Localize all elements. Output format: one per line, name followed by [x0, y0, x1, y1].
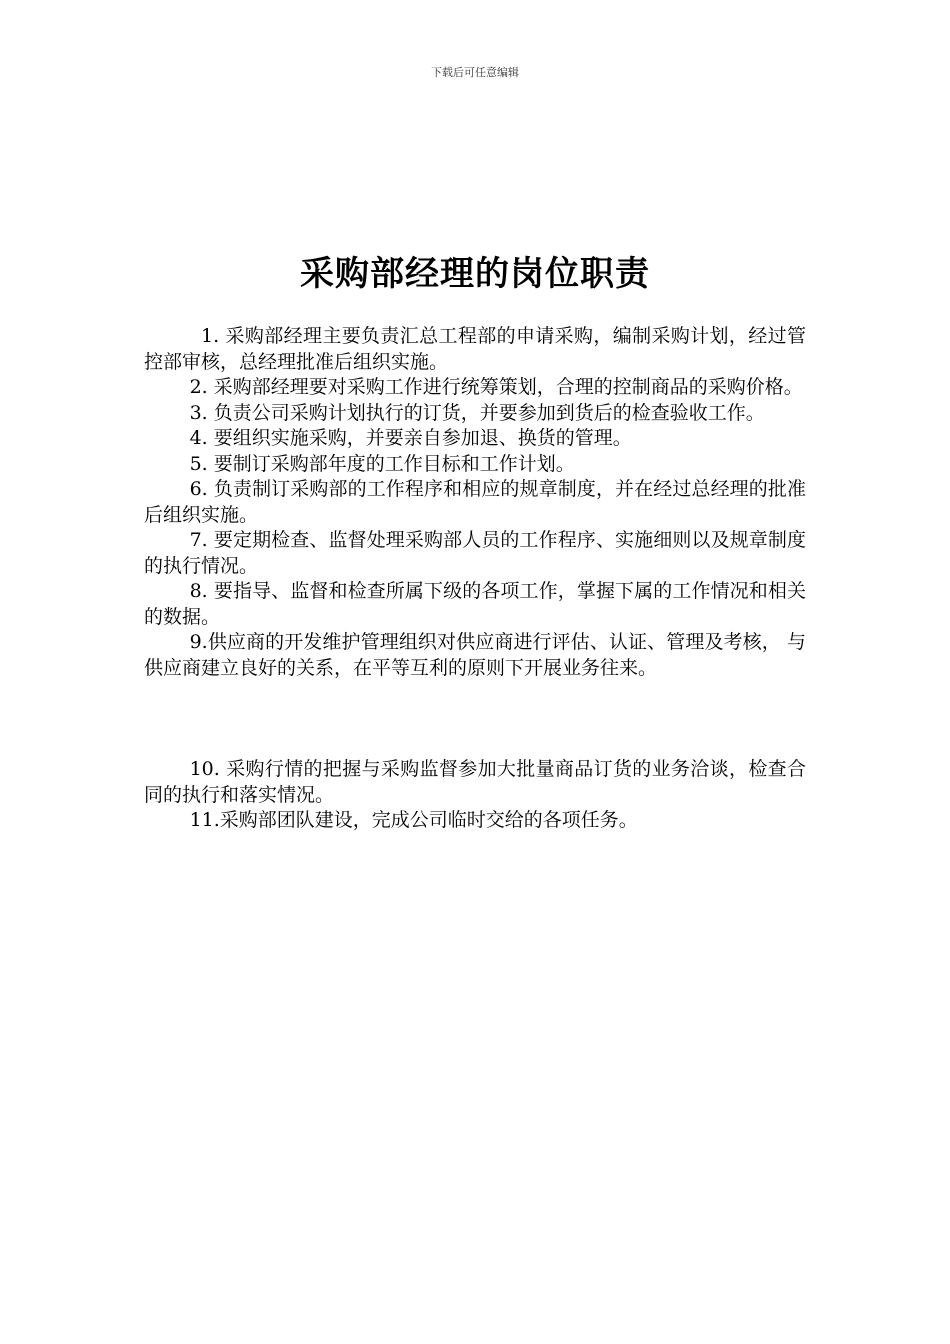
duty-item-7: 7. 要定期检查、监督处理采购部人员的工作程序、实施细则以及规章制度的执行情况。	[144, 529, 806, 577]
document-body	[144, 324, 806, 834]
duty-item-5: 5. 要制订采购部年度的工作目标和工作计划。	[189, 452, 575, 475]
duty-item-2: 2. 采购部经理要对采购工作进行统筹策划，合理的控制商品的采购价格。	[189, 376, 803, 398]
duty-item-10: 10. 采购行情的把握与采购监督参加大批量商品订货的业务洽谈，检查合同的执行和落实情况。	[144, 758, 806, 806]
duty-item-1: 1. 采购部经理主要负责汇总工程部的申请采购，编制采购计划，经过管控部审核，总经理批准后组织实施。	[144, 325, 806, 373]
duty-item-6: 6. 负责制订采购部的工作程序和相应的规章制度，并在经过总经理的批准后组织实施。	[144, 478, 806, 526]
header-note: 下载后可任意编辑	[431, 66, 519, 79]
duty-item-9: 9.供应商的开发维护管理组织对供应商进行评估、认证、管理及考核， 与供应商建立良好的关系，在平等互利的原则下开展业务往来。	[144, 631, 806, 679]
paragraph-gap	[144, 681, 806, 757]
duty-item-4: 4. 要组织实施采购，并要亲自参加退、换货的管理。	[189, 427, 632, 449]
duty-item-8: 8. 要指导、监督和检查所属下级的各项工作，掌握下属的工作情况和相关的数据。	[144, 580, 806, 628]
duty-item-11: 11.采购部团队建设，完成公司临时交给的各项任务。	[189, 809, 638, 831]
duty-item-3: 3. 负责公司采购计划执行的订货，并要参加到货后的检查验收工作。	[189, 401, 765, 424]
document-title: 采购部经理的岗位职责	[300, 254, 650, 294]
